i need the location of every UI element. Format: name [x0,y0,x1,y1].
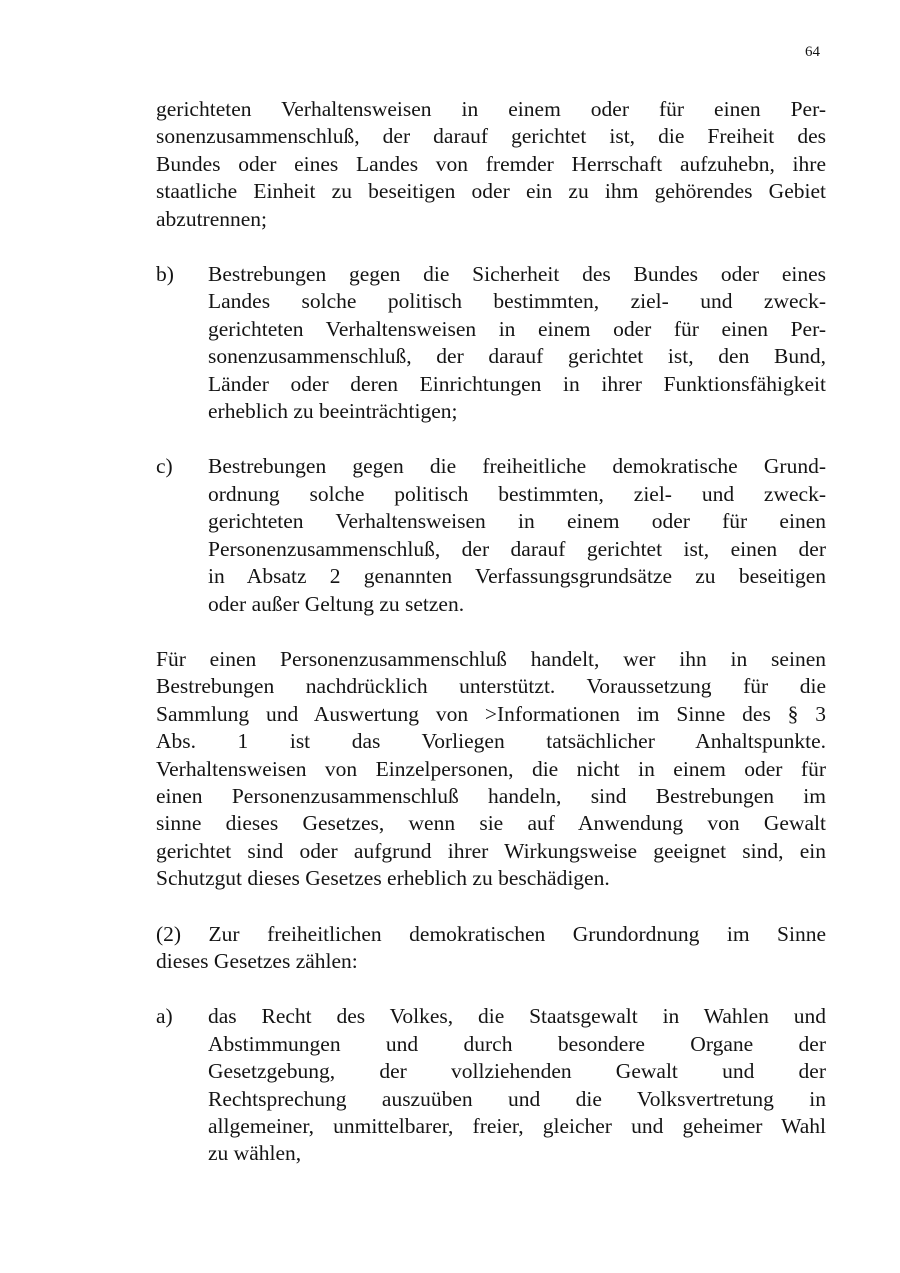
text-line: abzutrennen; [156,206,268,231]
text-line: das Recht des Volkes, die Staatsgewalt in Wahlen und [208,1004,826,1029]
text-line: Gesetzgebung, der vollziehenden Gewalt und der [208,1059,826,1084]
text-line: dieses Gesetzes zählen: [156,948,358,973]
text-line: Länder oder deren Einrichtungen in ihrer Funktionsfähigkeit [208,371,826,396]
text-line: Personenzusammenschluß, der darauf gerichtet ist, einen der [208,536,826,561]
list-item-text [208,1003,826,1167]
text-line: allgemeiner, unmittelbarer, freier, gleicher und geheimer Wahl [208,1114,826,1138]
list-item-a [156,1003,826,1167]
text-line: gerichteten Verhaltensweisen in einem oder für einen Per- [156,97,826,121]
list-item-text [208,453,826,617]
text-line: einen Personenzusammenschluß handeln, sind Bestrebungen im [156,783,826,808]
text-line: Für einen Personenzusammenschluß handelt, wer ihn in seinen [156,646,826,671]
text-line: sinne dieses Gesetzes, wenn sie auf Anwendung von Gewalt [156,811,826,836]
text-line: Abstimmungen und durch besondere Organe der [208,1031,826,1056]
paragraph-personenzusammenschluss [156,646,826,893]
text-line: Schutzgut dieses Gesetzes erheblich zu beschädigen. [156,866,610,891]
text-line: zu wählen, [208,1141,302,1166]
paragraph-continuation [156,96,826,233]
text-line: sonenzusammenschluß, der darauf gerichtet ist, den Bund, [208,344,826,369]
document-body [156,96,826,1168]
list-item-label: a) [156,1004,173,1029]
list-item-label: b) [156,262,174,287]
text-line: (2) Zur freiheitlichen demokratischen Grundordnung im Sinne [156,921,826,946]
text-line: Sammlung und Auswertung von >Informationen im Sinne des § 3 [156,701,826,726]
text-line: ordnung solche politisch bestimmten, ziel- und zweck- [208,481,826,506]
text-line: staatliche Einheit zu beseitigen oder ein zu ihm gehörendes Gebiet [156,179,826,204]
text-line: Abs. 1 ist das Vorliegen tatsächlicher Anhaltspunkte. [156,729,826,754]
text-line: in Absatz 2 genannten Verfassungsgrundsätze zu beseitigen [208,564,826,589]
text-line: Rechtsprechung auszuüben und die Volksvertretung in [208,1086,826,1111]
text-line: Bestrebungen gegen die freiheitliche demokratische Grund- [208,454,826,479]
list-item-c [156,453,826,617]
list-item-text [208,261,826,425]
text-line: Landes solche politisch bestimmten, ziel- und zweck- [208,289,826,314]
list-item-b [156,261,826,425]
text-line: Bundes oder eines Landes von fremder Herrschaft aufzuhebn, ihre [156,151,826,176]
page-number: 64 [805,44,820,60]
text-line: gerichteten Verhaltensweisen in einem oder für einen [208,509,826,534]
text-line: erheblich zu beeinträchtigen; [208,399,458,424]
text-line: sonenzusammenschluß, der darauf gerichtet ist, die Freiheit des [156,124,826,149]
text-line: oder außer Geltung zu setzen. [208,591,465,616]
text-line: Verhaltensweisen von Einzelpersonen, die nicht in einem oder für [156,756,826,781]
paragraph-section-2 [156,921,826,976]
text-line: gerichteten Verhaltensweisen in einem oder für einen Per- [208,316,826,341]
text-line: gerichtet sind oder aufgrund ihrer Wirkungsweise geeignet sind, ein [156,838,826,863]
list-item-label: c) [156,454,173,479]
text-line: Bestrebungen gegen die Sicherheit des Bundes oder eines [208,262,826,287]
text-line: Bestrebungen nachdrücklich unterstützt. Voraussetzung für die [156,674,826,699]
